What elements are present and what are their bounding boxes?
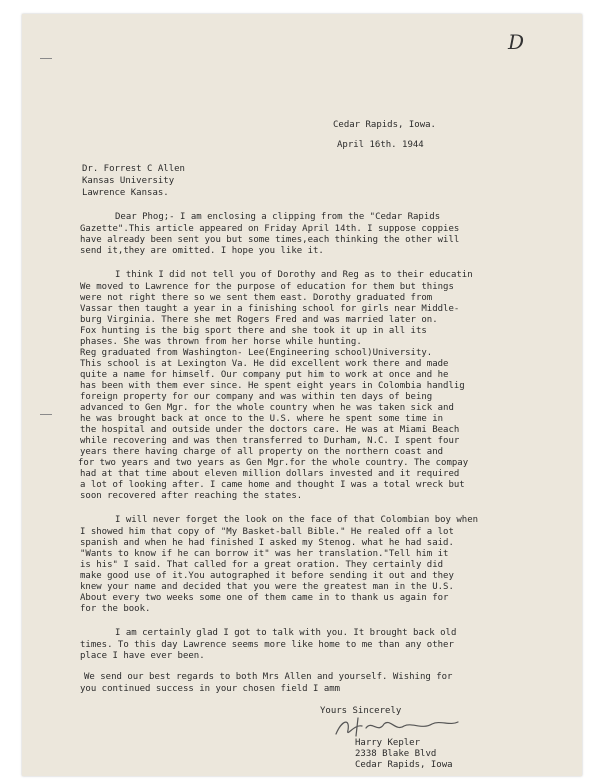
- recipient-name: Dr. Forrest C Allen: [82, 164, 185, 174]
- body-line: is his" I said. That called for a great oration. They certainly did: [80, 560, 444, 570]
- body-line: knew your name and decided that you were the greatest man in the U.S.: [80, 582, 454, 592]
- margin-mark-bottom: [40, 414, 52, 415]
- body-line: times. To this day Lawrence seems more like home to me than any other: [80, 640, 454, 650]
- body-line: the hospital and outside under the doctors care. He was at Miami Beach: [80, 425, 460, 435]
- body-line: send it,they are omitted. I hope you like it.: [80, 246, 324, 256]
- body-line: had at that time about eleven million dollars invested and it required: [80, 469, 460, 479]
- body-line: soon recovered after reaching the states.: [80, 491, 303, 501]
- body-line: for the book.: [80, 604, 151, 614]
- closing-salutation: Yours Sincerely: [320, 706, 402, 716]
- margin-mark-top: [40, 58, 52, 59]
- body-line: We send our best regards to both Mrs Allen and yourself. Wishing for: [84, 672, 453, 682]
- handwritten-corner-mark: D: [508, 30, 525, 54]
- body-line: I will never forget the look on the face of that Colombian boy when: [115, 515, 479, 525]
- body-line: I am certainly glad I got to talk with you. It brought back old: [115, 628, 457, 638]
- body-line: foreign property for our company and was within ten days of being: [80, 392, 433, 402]
- body-line: Dear Phog;- I am enclosing a clipping from the "Cedar Rapids: [115, 212, 441, 222]
- body-line: he was brought back at once to the U.S. where he spent some time in: [80, 414, 444, 424]
- recipient-city: Lawrence Kansas.: [82, 188, 169, 198]
- body-line: for two years and two years as Gen Mgr.for the whole country. The compay: [78, 458, 469, 468]
- body-line: has been with them ever since. He spent eight years in Colombia handlig: [80, 381, 465, 391]
- body-line: make good use of it.You autographed it before sending it out and they: [80, 571, 454, 581]
- body-line: Fox hunting is the big sport there and she took it up in all its: [80, 326, 427, 336]
- recipient-org: Kansas University: [82, 176, 175, 186]
- body-line: have already been sent you but some times,each thinking the other will: [80, 235, 460, 245]
- body-line: I showed him that copy of "My Basket-ball Bible." He realed off a lot: [80, 527, 454, 537]
- body-line: We moved to Lawrence for the purpose of education for them but things: [80, 282, 454, 292]
- body-line: Reg graduated from Washington- Lee(Engineering school)University.: [80, 348, 433, 358]
- body-line: advanced to Gen Mgr. for the whole country when he was taken sick and: [80, 403, 454, 413]
- body-line: phases. She was thrown from her horse while hunting.: [80, 337, 362, 347]
- body-line: Vassar then taught a year in a finishing school for girls near Middle-: [80, 304, 460, 314]
- body-line: a lot of looking after. I came home and thought I was a total wreck but: [80, 480, 465, 490]
- body-line: "Wants to know if he can borrow it" was her translation."Tell him it: [80, 549, 449, 559]
- body-line: you continued success in your chosen field I amm: [80, 684, 341, 694]
- body-line: place I have ever been.: [80, 651, 205, 661]
- body-line: burg Virginia. There she met Rogers Fred and was married later on.: [80, 315, 438, 325]
- body-line: About every two weeks some one of them came in to thank us again for: [80, 593, 449, 603]
- sender-city: Cedar Rapids, Iowa.: [333, 120, 436, 130]
- handwritten-signature: [332, 714, 462, 740]
- body-line: This school is at Lexington Va. He did excellent work there and made: [80, 359, 449, 369]
- sender-name: Harry Kepler: [355, 738, 421, 748]
- body-line: spanish and when he had finished I asked my Stenog. what he had said.: [80, 538, 454, 548]
- body-line: while recovering and was then transferred to Durham, N.C. I spent four: [80, 436, 460, 446]
- body-line: Gazette".This article appeared on Friday April 14th. I suppose coppies: [80, 224, 460, 234]
- body-line: I think I did not tell you of Dorothy and Reg as to their educatin: [115, 270, 473, 280]
- body-line: quite a name for himself. Our company put him to work at once and he: [80, 370, 449, 380]
- sender-city-closing: Cedar Rapids, Iowa: [355, 760, 453, 770]
- body-line: years there having charge of all property on the northern coast and: [80, 447, 444, 457]
- body-line: were not right there so we sent them east. Dorothy graduated from: [80, 293, 433, 303]
- letter-date: April 16th. 1944: [337, 140, 424, 150]
- sender-street: 2338 Blake Blvd: [355, 749, 437, 759]
